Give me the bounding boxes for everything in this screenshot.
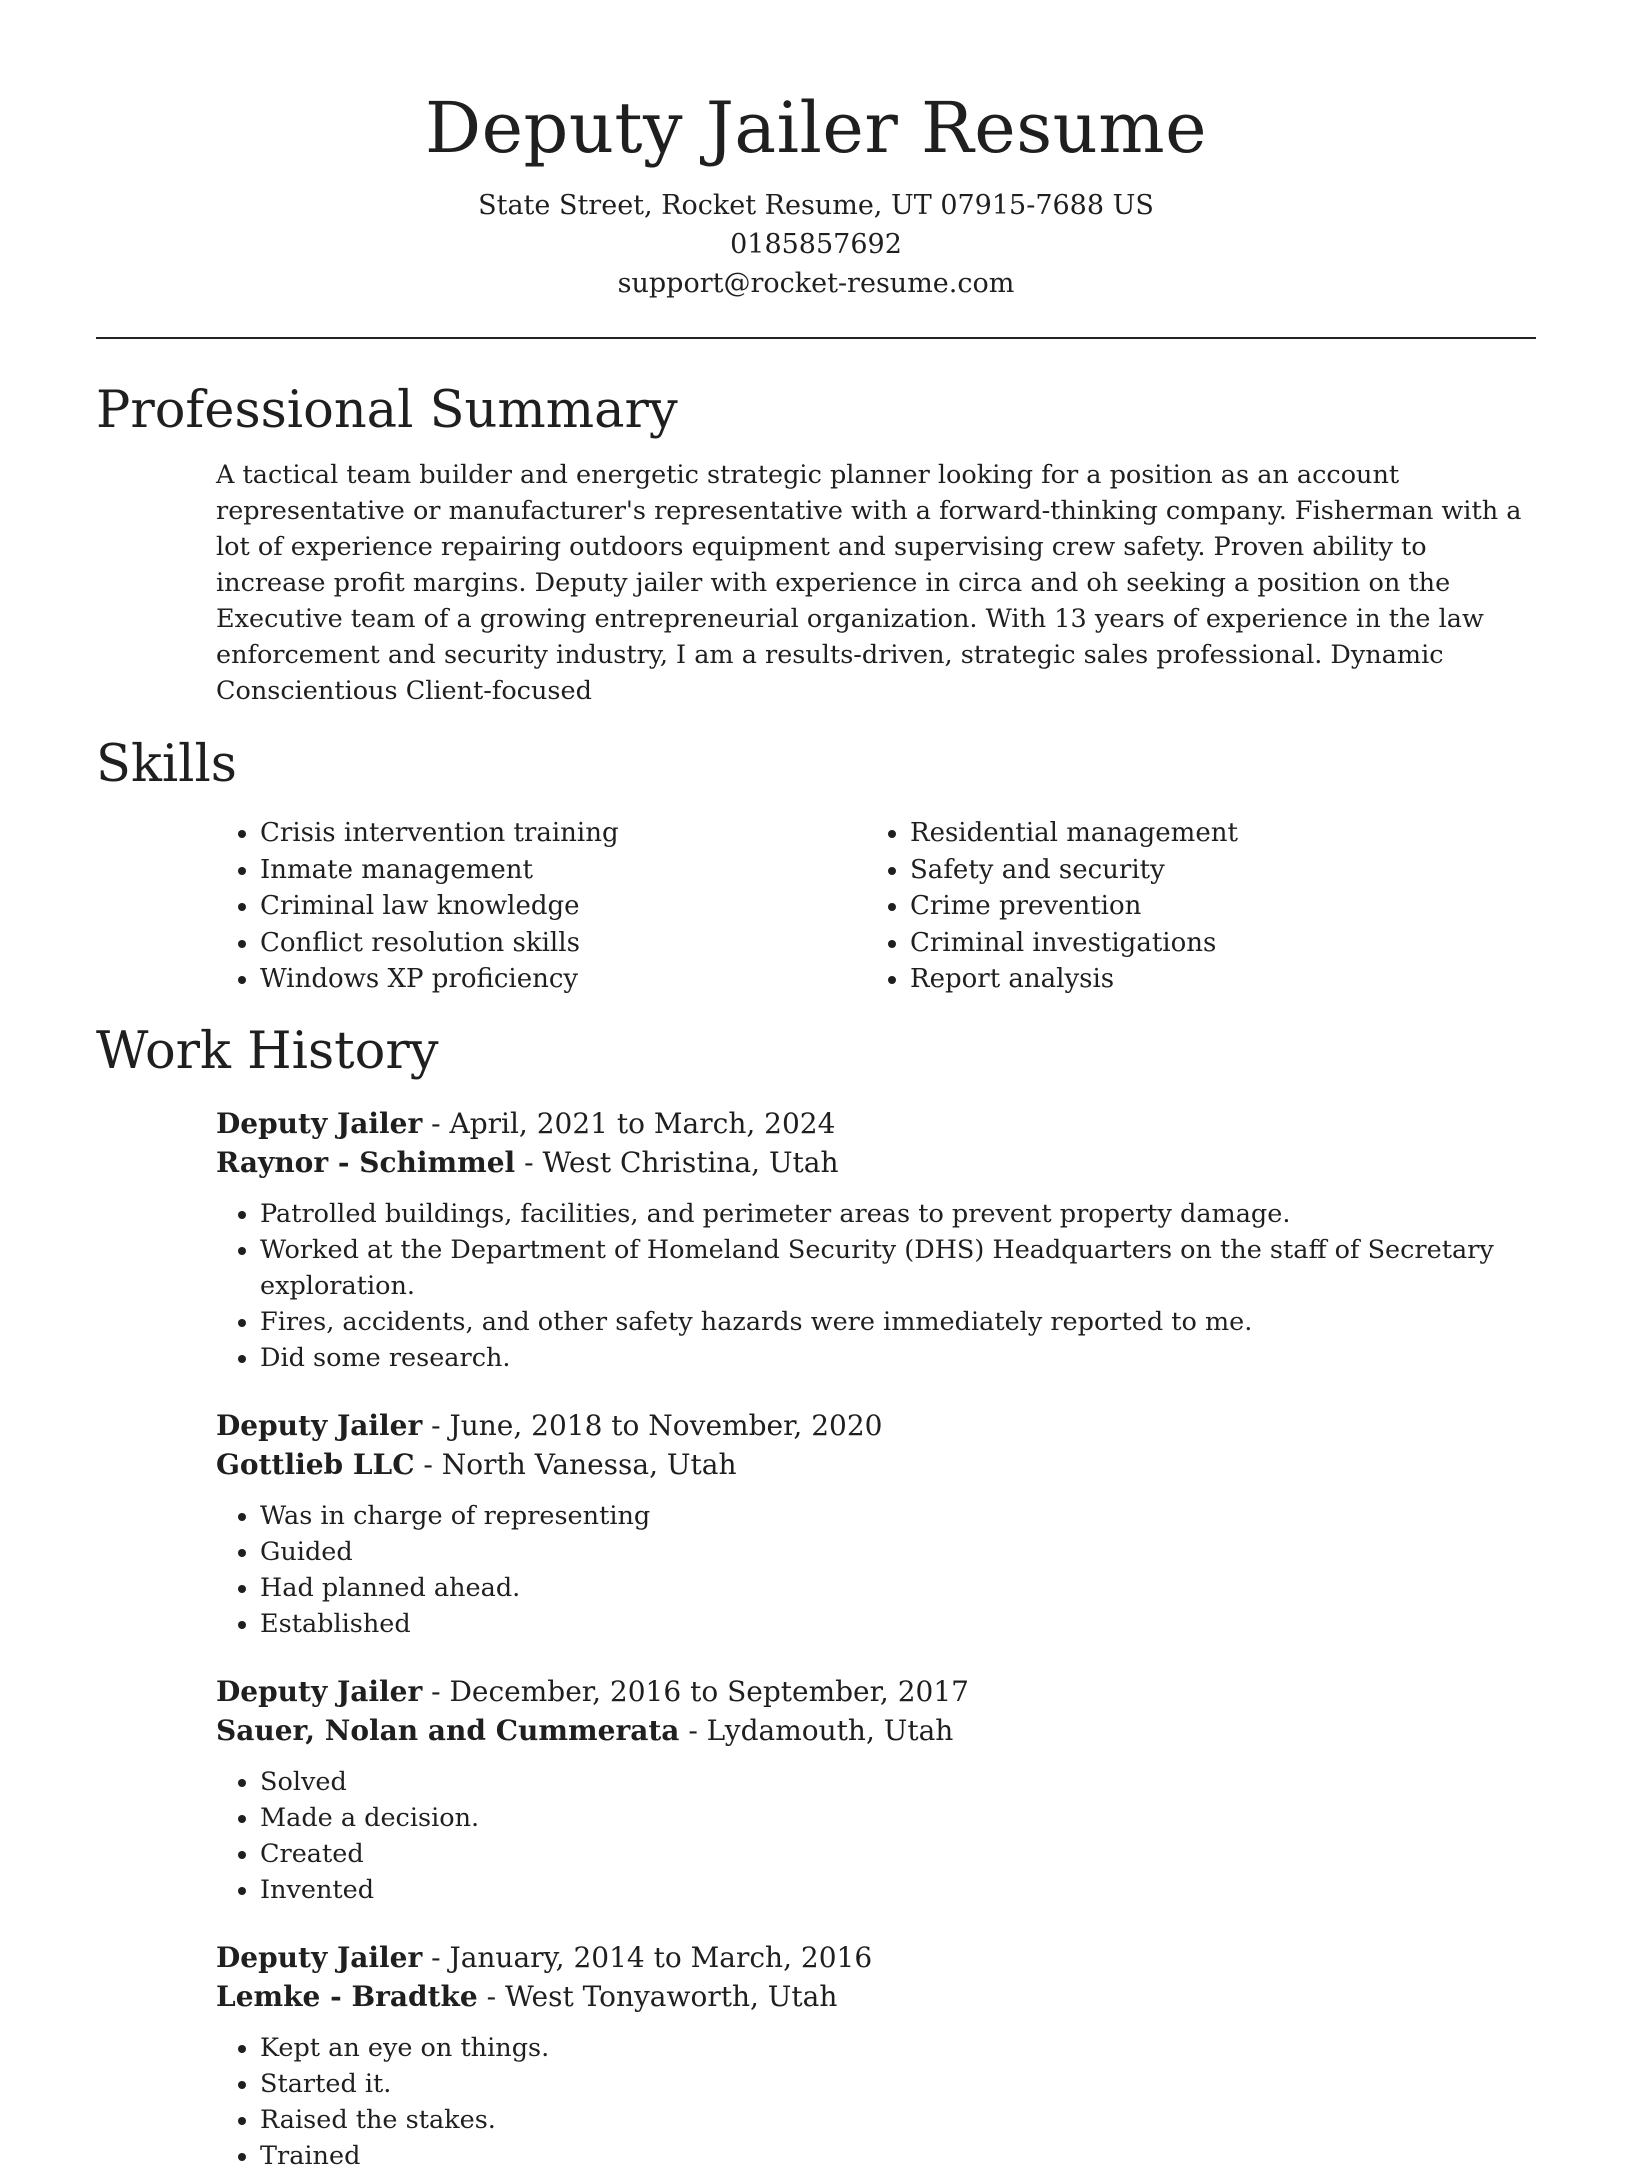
job-dates: - January, 2014 to March, 2016 — [422, 1940, 873, 1974]
duty-item: • Trained — [260, 2138, 1536, 2174]
job-role: Deputy Jailer — [216, 1408, 423, 1442]
duty-item: • Created — [260, 1836, 1536, 1872]
work-history-heading: Work History — [96, 1021, 439, 1081]
job-title-line — [216, 1938, 1536, 1977]
job-company-line — [216, 1143, 1536, 1182]
job-entry — [216, 1938, 1536, 2174]
job-title-line — [216, 1406, 1536, 1445]
job-dates: - December, 2016 to September, 2017 — [422, 1674, 969, 1708]
job-title-line — [216, 1104, 1536, 1143]
job-company-line — [216, 1977, 1536, 2016]
job-entry — [216, 1104, 1536, 1376]
job-dates: - April, 2021 to March, 2024 — [422, 1106, 836, 1140]
resume-page — [96, 0, 1536, 2174]
skill-item: • Crime prevention — [910, 888, 1238, 925]
address: State Street, Rocket Resume, UT 07915-7688 US — [478, 190, 1154, 221]
job-company: Lemke - Bradtke — [216, 1979, 478, 2013]
skills-column-2 — [866, 815, 1238, 998]
duty-item: • Did some research. — [260, 1340, 1536, 1376]
duty-item: • Had planned ahead. — [260, 1570, 1536, 1606]
summary-heading: Professional Summary — [96, 381, 678, 440]
duty-item: • Kept an eye on things. — [260, 2030, 1536, 2066]
job-company: Sauer, Nolan and Cummerata — [216, 1713, 680, 1747]
skill-item: • Criminal law knowledge — [260, 888, 866, 925]
resume-title: Deputy Jailer Resume — [424, 87, 1208, 169]
job-location: - West Tonyaworth, Utah — [477, 1979, 838, 2013]
job-role: Deputy Jailer — [216, 1674, 423, 1708]
job-duties — [216, 1498, 1536, 1642]
duty-item: • Guided — [260, 1534, 1536, 1570]
job-duties — [216, 2030, 1536, 2174]
job-entry — [216, 1406, 1536, 1642]
skills-list — [216, 815, 1536, 998]
job-duties — [216, 1196, 1536, 1376]
skill-item: • Safety and security — [910, 852, 1238, 889]
skill-item: • Residential management — [910, 815, 1238, 852]
duty-item: • Solved — [260, 1764, 1536, 1800]
job-duties — [216, 1764, 1536, 1908]
job-location: - West Christina, Utah — [515, 1145, 839, 1179]
job-role: Deputy Jailer — [216, 1940, 423, 1974]
skill-item: • Inmate management — [260, 852, 866, 889]
job-company: Raynor - Schimmel — [216, 1145, 516, 1179]
skills-heading: Skills — [96, 735, 237, 794]
phone: 0185857692 — [730, 229, 902, 260]
skill-item: • Crisis intervention training — [260, 815, 866, 852]
skill-item: • Report analysis — [910, 961, 1238, 998]
duty-item: • Was in charge of representing — [260, 1498, 1536, 1534]
duty-item: • Fires, accidents, and other safety hazards were immediately reported to me. — [260, 1304, 1536, 1340]
duty-item: • Made a decision. — [260, 1800, 1536, 1836]
header-divider — [96, 337, 1536, 339]
job-location: - Lydamouth, Utah — [679, 1713, 954, 1747]
duty-item: • Established — [260, 1606, 1536, 1642]
job-location: - North Vanessa, Utah — [414, 1447, 737, 1481]
summary-text: A tactical team builder and energetic strategic planner looking for a position as an account representative or manufacturer's representative with a forward-thinking company. Fisherman with a lot of experience repairing outdoors equipment and supervising crew safety. Proven ability to increase profit margins. Deputy jailer with experience in circa and oh seeking a position on the Executive team of a growing entrepreneurial organization. With 13 years of experience in the law enforcement and security industry, I am a results-driven, strategic sales professional. Dynamic Conscientious Client-focused — [216, 460, 1522, 706]
job-company-line — [216, 1445, 1536, 1484]
duty-item: • Started it. — [260, 2066, 1536, 2102]
job-dates: - June, 2018 to November, 2020 — [422, 1408, 883, 1442]
email: support@rocket-resume.com — [617, 268, 1015, 299]
duty-item: • Raised the stakes. — [260, 2102, 1536, 2138]
skill-item: • Criminal investigations — [910, 925, 1238, 962]
duty-item: • Patrolled buildings, facilities, and perimeter areas to prevent property damage. — [260, 1196, 1536, 1232]
skill-item: • Windows XP proficiency — [260, 961, 866, 998]
job-company-line — [216, 1711, 1536, 1750]
duty-item: • Worked at the Department of Homeland Security (DHS) Headquarters on the staff of Secretary exploration. — [260, 1232, 1536, 1304]
skill-item: • Conflict resolution skills — [260, 925, 866, 962]
job-role: Deputy Jailer — [216, 1106, 423, 1140]
resume-header — [96, 0, 1536, 303]
duty-item: • Invented — [260, 1872, 1536, 1908]
skills-column-1 — [216, 815, 866, 998]
job-entry — [216, 1672, 1536, 1908]
contact-block — [96, 186, 1536, 303]
job-title-line — [216, 1672, 1536, 1711]
job-company: Gottlieb LLC — [216, 1447, 415, 1481]
